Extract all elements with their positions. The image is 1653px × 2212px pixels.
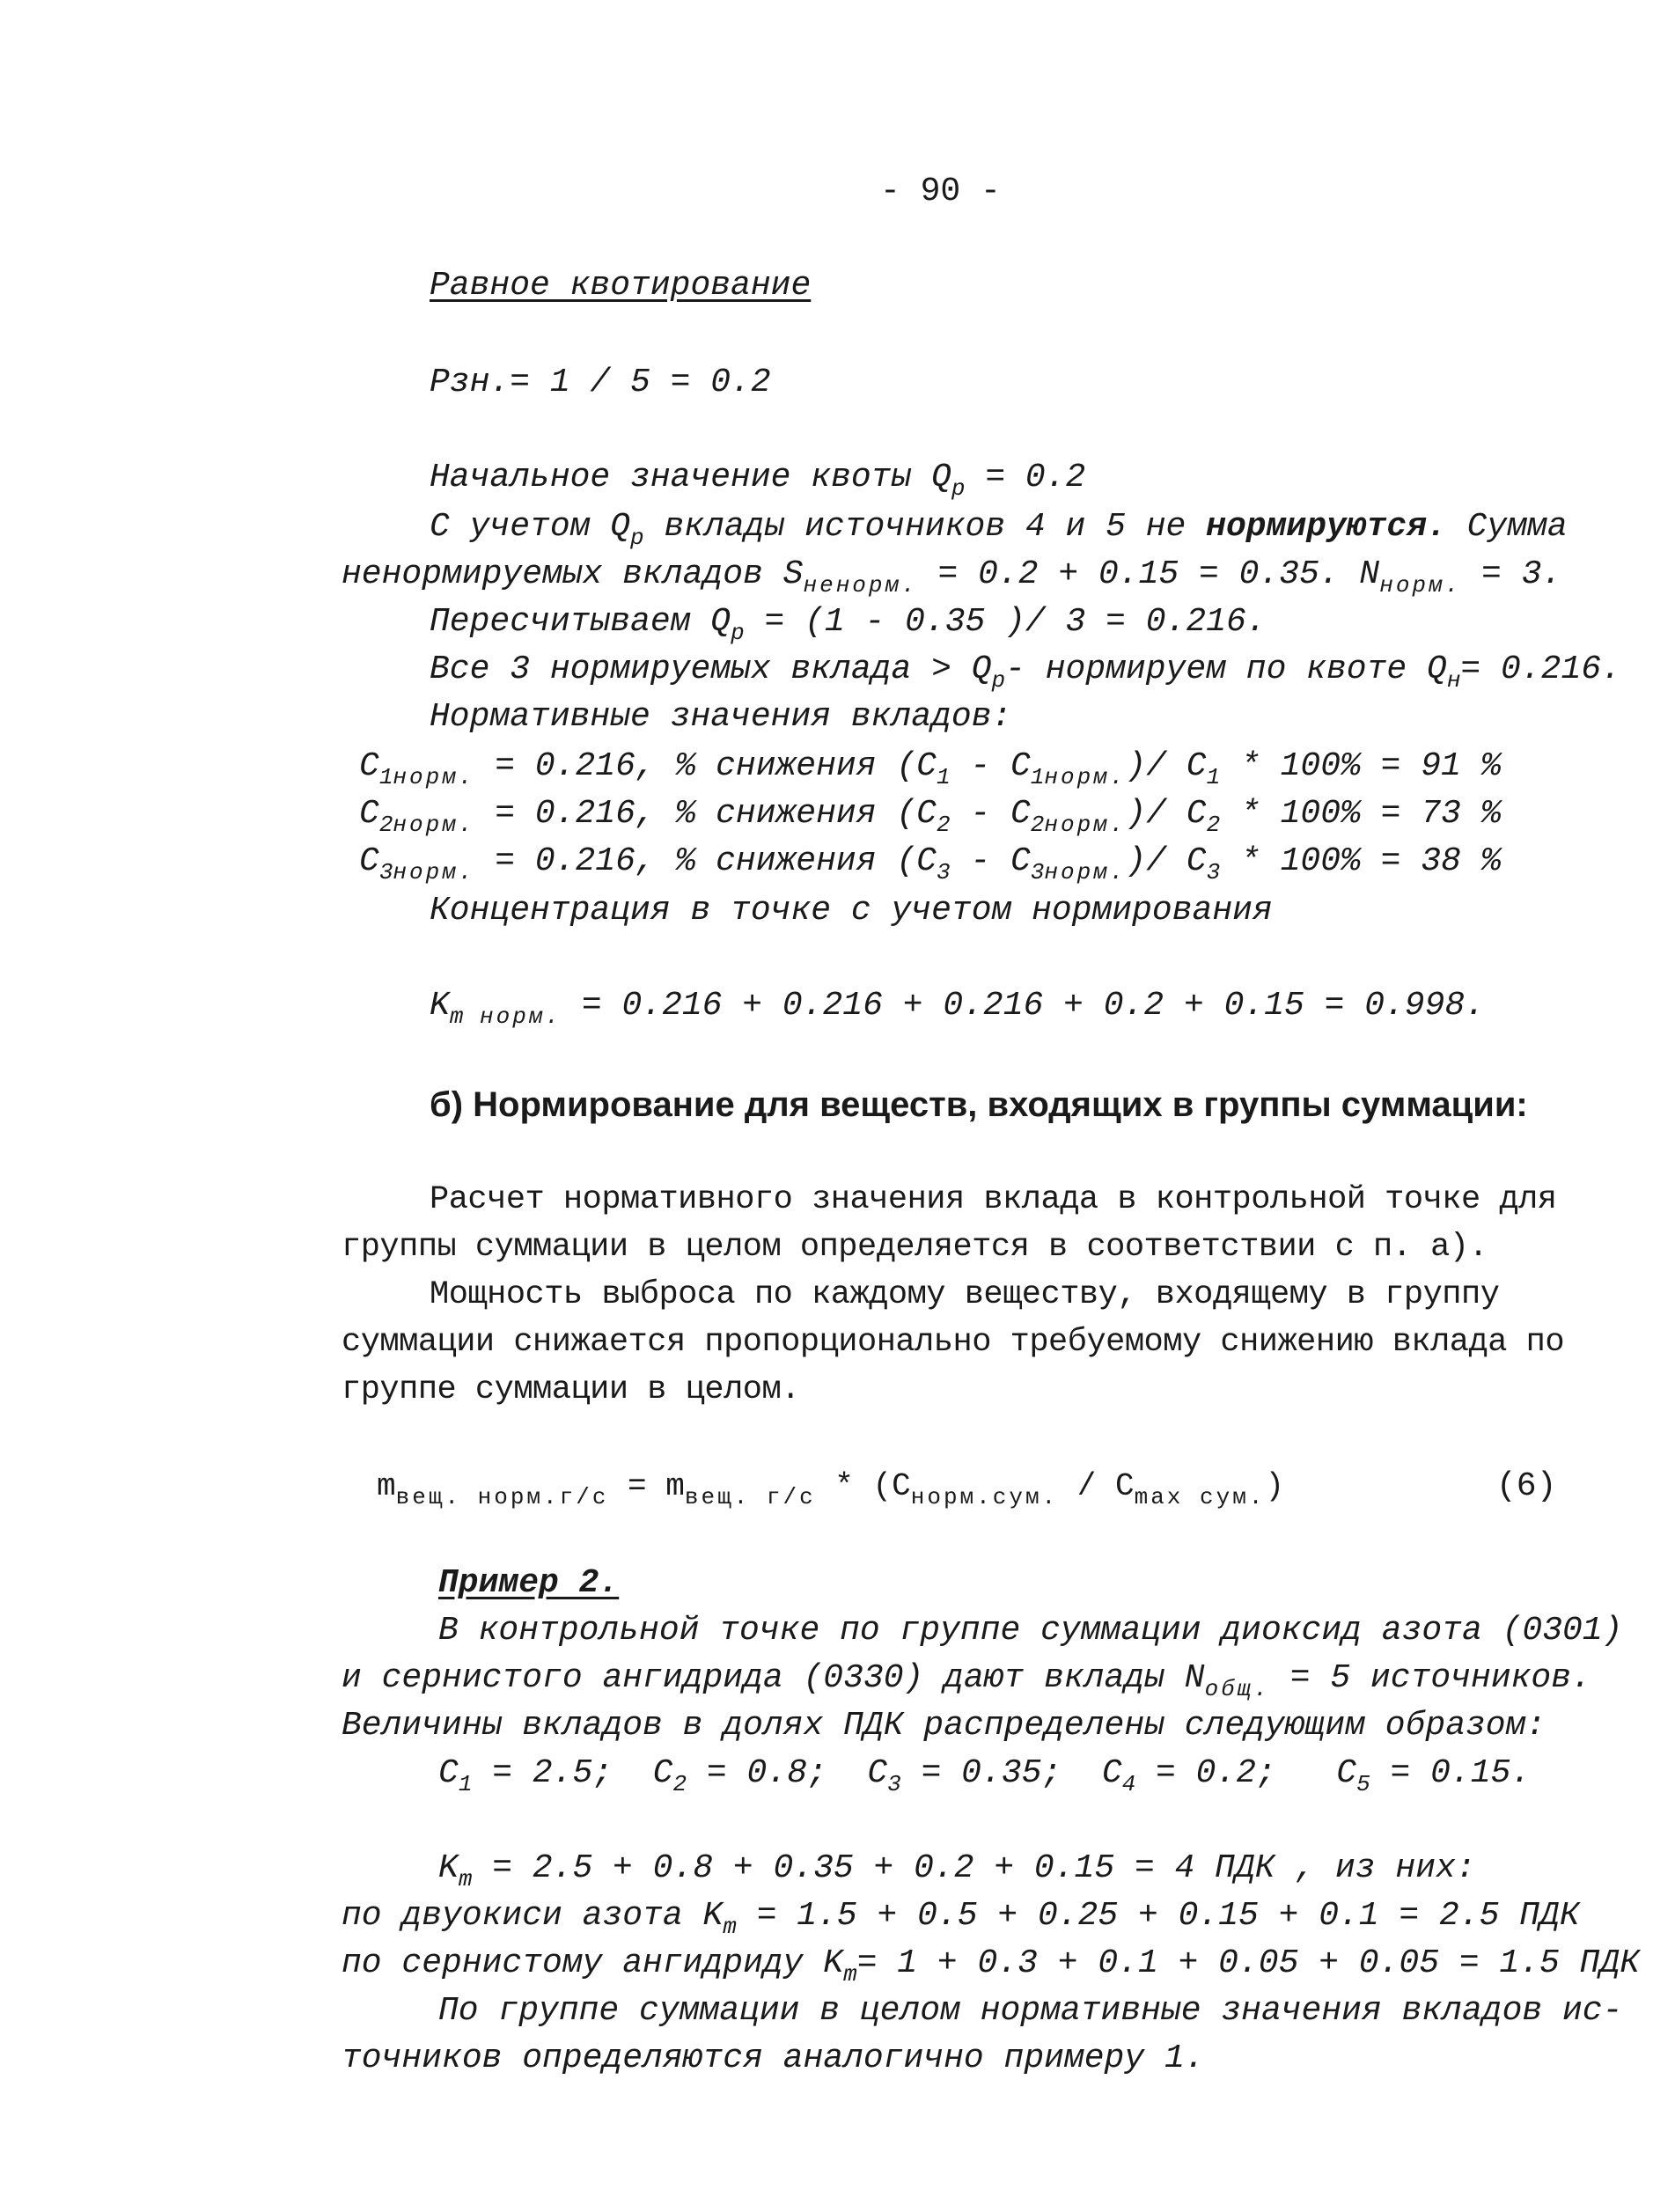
- non-normalized-line: ненормируемых вкладов $S_{ненорм.} = 0.2 + 0.15 = 0.35$. $N_{норм.} = 3$.: [342, 555, 1562, 599]
- formula-6: $m_{вещ. норм.г/с} = m_{вещ. г/с} * (C_{норм.сум.} / C_{max сум.})$: [377, 1468, 1285, 1510]
- all-three-line: Все 3 нормируемых вклада > $Q_р-$ нормируем по квоте $Q_н= 0.216$.: [430, 650, 1621, 694]
- initial-quota-line: Начальное значение квоты $Q_р = 0.2$: [430, 459, 1086, 502]
- para2-line2: суммации снижается пропорционально требуемому снижению вклада по: [342, 1324, 1565, 1361]
- para2-line3: группе суммации в целом.: [342, 1371, 800, 1408]
- km-norm-line: $K_m$ $_{норм.}$ = 0.216 + 0.216 + 0.216 + 0.2 + 0.15 = 0.998.: [430, 987, 1486, 1030]
- concentration-label: Концентрация в точке с учетом нормирования: [430, 892, 1273, 930]
- page-number: - 90 -: [880, 173, 1001, 210]
- example-line2: и сернистого ангидрида (0330) дают вклады $N_{общ.} = 5$ источников.: [342, 1659, 1591, 1702]
- norm-row-1: $C_{1норм.} = 0.216$, % снижения $(C_1 - C_{1норм.})/$ $C_1 * 100\% = 91$ %: [359, 747, 1502, 790]
- heading-equal-quota: Равное квотирование: [430, 267, 812, 305]
- km-total-line: $K_m = 2.5 + 0.8 + 0.35 + 0.2 + 0.15 = 4$ ПДК , из них:: [438, 1849, 1476, 1892]
- norm-values-label: Нормативные значения вкладов:: [430, 698, 1012, 736]
- formula-number: (6): [1496, 1467, 1557, 1505]
- recalc-line: Пересчитываем $Q_р = (1 - 0.35$ )/ 3 = 0.216.: [430, 603, 1267, 646]
- km-no2-line: по двуокиси азота $K_m = 1.5 + 0.5 + 0.25 + 0.15 + 0.1 = 2.5$ ПДК: [342, 1897, 1580, 1940]
- value-c4: $C_4 = 0.2$;: [1101, 1754, 1276, 1797]
- heading-section-b: б) Нормирование для веществ, входящих в группы суммации:: [430, 1085, 1528, 1124]
- km-so2-line: по сернистому ангидриду $K_m= 1 + 0.3 + 0.1 + 0.05 + 0.05 = 1.5$ ПДК: [342, 1944, 1641, 1988]
- equal-share-line: Рзн.= 1 / 5 = 0.2: [430, 364, 771, 401]
- norm-row-2: $C_{2норм.} = 0.216$, % снижения $(C_2 - C_{2норм.})/$ $C_2 * 100\% = 73$ %: [359, 795, 1502, 838]
- example-line3: Величины вкладов в долях ПДК распределены следующим образом:: [342, 1707, 1546, 1745]
- value-c5: $C_5 = 0.15$.: [1336, 1754, 1532, 1797]
- value-c2: $C_2 = 0.8$;: [652, 1754, 827, 1797]
- example-2-heading: Пример 2.: [438, 1564, 620, 1602]
- value-c1: $C_1 = 2.5$;: [438, 1754, 613, 1797]
- example-values: [438, 1753, 1532, 1797]
- value-c3: $C_3 = 0.35$;: [867, 1754, 1062, 1797]
- with-qp-line: С учетом $Q_р$ вклады источников 4 и 5 не нормируются. Сумма: [430, 508, 1568, 551]
- para1-line2: группы суммации в целом определяется в соответствии с п. а).: [342, 1229, 1488, 1266]
- para2-line1: Мощность выброса по каждому веществу, входящему в группу: [430, 1276, 1500, 1313]
- para1-line1: Расчет нормативного значения вклада в контрольной точке для: [430, 1181, 1557, 1218]
- norm-row-3: $C_{3норм.} = 0.216$, % снижения $(C_3 - C_{3норм.})/$ $C_3 * 100\% = 38$ %: [359, 842, 1502, 886]
- final-line1: По группе суммации в целом нормативные значения вкладов ис-: [438, 1992, 1623, 2030]
- final-line2: точников определяются аналогично примеру 1.: [342, 2039, 1205, 2077]
- example-line1: В контрольной точке по группе суммации диоксид азота (0301): [438, 1612, 1623, 1650]
